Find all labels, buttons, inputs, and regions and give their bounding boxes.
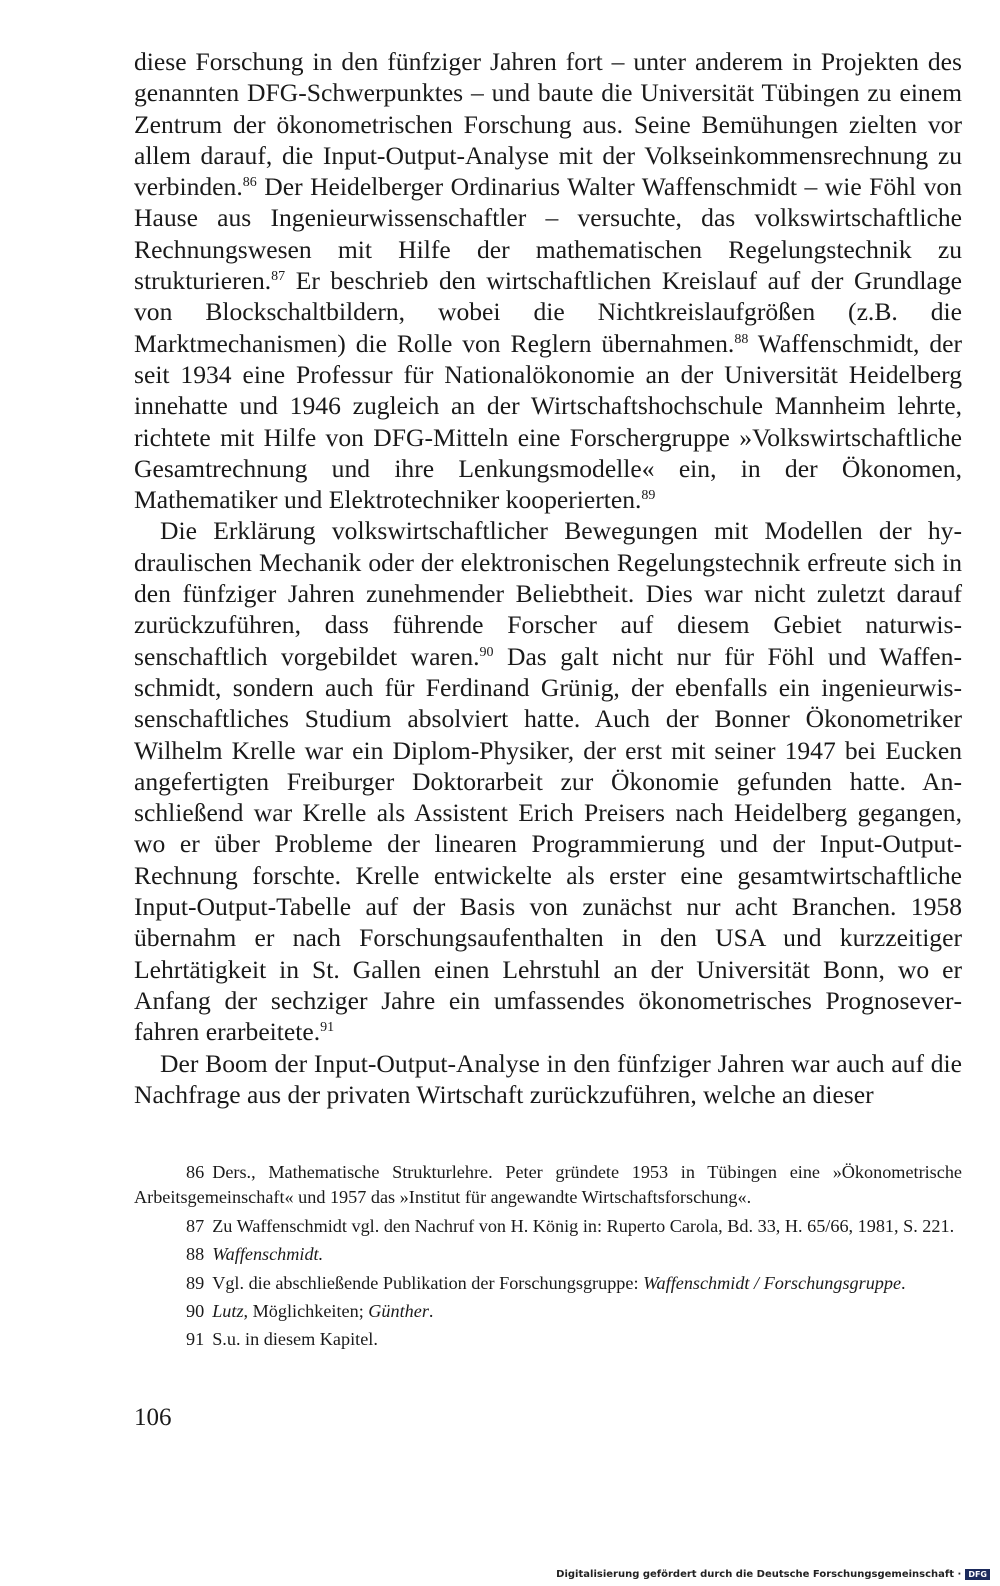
footnote bbox=[134, 1214, 962, 1239]
footnote bbox=[134, 1327, 962, 1352]
italic-text: Lutz bbox=[212, 1301, 244, 1322]
italic-text: Günther bbox=[368, 1301, 429, 1322]
text-run: S.u. in diesem Kapitel. bbox=[212, 1329, 378, 1350]
digitization-footer bbox=[556, 1569, 990, 1580]
body-text bbox=[134, 46, 962, 1110]
text-run: Der Heidelberger Ordinarius Walter Waffenschmidt – wie Föhl von Hause aus Ingenieurwissenschaftler – versuchte, das volkswirtschaftliche Rechnungswesen mit Hilfe der mathematischen Regelungstechnik zu strukturieren. bbox=[134, 172, 962, 296]
text-run: Der Boom der Input-Output-Analyse in den fünfziger Jahren war auch auf die Nachfrage aus der privaten Wirtschaft zurückzuführen, welche an dieser bbox=[134, 1048, 962, 1109]
text-run: Ders., Mathematische Strukturlehre. Peter gründete 1953 in Tübingen eine »Ökonometrische Arbeitsgemeinschaft« und 1957 das »Institut für angewandte Wirtschaftsforschung«. bbox=[134, 1162, 962, 1208]
footnote-ref: 90 bbox=[479, 644, 494, 660]
paragraph bbox=[134, 515, 962, 1047]
footnote-ref: 89 bbox=[641, 488, 656, 504]
footnote-ref: 87 bbox=[271, 269, 286, 285]
text-run: Vgl. die abschließende Publikation der Forschungsgruppe: bbox=[212, 1272, 644, 1293]
footnote-number: 89 bbox=[186, 1272, 205, 1293]
footnote-ref: 86 bbox=[242, 175, 257, 191]
text-run: . bbox=[901, 1272, 906, 1293]
text-run: Er beschrieb den wirtschaftlichen Kreislauf auf der Grundlage von Blockschaltbildern, wobei die Nichtkreislaufgrößen (z.B. die Marktmechanismen) die Rolle von Reglern übernahmen. bbox=[134, 266, 962, 358]
footnote bbox=[134, 1160, 962, 1211]
footnote-ref: 88 bbox=[734, 331, 749, 347]
footnote-number: 91 bbox=[186, 1329, 205, 1350]
footnote-number: 88 bbox=[186, 1244, 205, 1265]
paragraph bbox=[134, 1048, 962, 1111]
page-number: 106 bbox=[134, 1404, 172, 1431]
text-run: Zu Waffenschmidt vgl. den Nachruf von H. König in: Ruperto Carola, Bd. 33, H. 65/66, 1981, S. 221. bbox=[212, 1215, 955, 1236]
italic-text: Waffenschmidt / Forschungsgruppe bbox=[643, 1272, 902, 1293]
footnotes bbox=[134, 1160, 962, 1356]
text-run: Die Erklärung volkswirtschaftlicher Bewegungen mit Modellen der hydraulischen Mechanik oder der elektronischen Regelungstechnik erfreute sich in den fünfziger Jahren zunehmender Beliebtheit. Dies war nicht zuletzt darauf zurückzuführen, dass führende Forscher auf diesem Gebiet naturwissenschaftlich vorgebildet waren. bbox=[134, 516, 962, 671]
footnote bbox=[134, 1299, 962, 1324]
footnote-number: 90 bbox=[186, 1301, 205, 1322]
text-run: diese Forschung in den fünfziger Jahren fort – unter anderem in Projekten des genannten DFG-Schwerpunktes – und baute die Universität Tübingen zu einem Zentrum der ökonometrischen Forschung aus. Seine Bemühungen zielten vor allem darauf, die Input-Output-Analyse mit der Volkseinkommensrechnung zu verbinden. bbox=[134, 47, 962, 202]
text-run: Das galt nicht nur für Föhl und Waffenschmidt, sondern auch für Ferdinand Grünig, der ebenfalls ein ingenieurwissenschaftliches Studium absolviert hatte. Auch der Bonner Ökonometriker Wilhelm Krelle war ein Diplom-Physiker, der erst mit seiner 1947 bei Eucken angefertigten Freiburger Doktorarbeit zur Ökonomie gefunden hatte. Anschließend war Krelle als Assistent Erich Preisers nach Heidelberg gegangen, wo er über Probleme der linearen Programmierung und der Input-Output-Rechnung forschte. Krelle entwickelte als erster eine gesamtwirtschaftliche Input-Output-Tabelle auf der Basis von zunächst nur acht Branchen. 1958 übernahm er nach Forschungsaufenthalten in den USA und kurzzeitiger Lehrtätigkeit in St. Gallen einen Lehrstuhl an der Universität Bonn, wo er Anfang der sechziger Jahre ein umfassendes ökonometrisches Prognoseverfahren erarbeitete. bbox=[134, 641, 962, 1047]
italic-text: Waffenschmidt. bbox=[212, 1244, 324, 1265]
footer-text: Digitalisierung gefördert durch die Deutsche Forschungsgemeinschaft · bbox=[556, 1569, 962, 1580]
footnote-number: 87 bbox=[186, 1215, 205, 1236]
text-run: , Möglichkeiten; bbox=[243, 1301, 369, 1322]
footnote bbox=[134, 1242, 962, 1267]
footnote-number: 86 bbox=[186, 1162, 205, 1182]
text-run: Waffenschmidt, der seit 1934 eine Professur für Nationalökonomie an der Universität Heidelberg innehatte und 1946 zugleich an der Wirtschaftshochschule Mannheim lehrte, richtete mit Hilfe von DFG-Mitteln eine Forschergruppe »Volkswirtschaftliche Gesamtrechnung und ihre Lenkungsmodelle« ein, in der Ökonomen, Mathematiker und Elektrotechniker kooperierten. bbox=[134, 328, 962, 515]
paragraph bbox=[134, 46, 962, 515]
dfg-logo: DFG bbox=[965, 1569, 990, 1580]
footnote bbox=[134, 1271, 962, 1296]
text-run: . bbox=[428, 1301, 434, 1322]
footnote-ref: 91 bbox=[320, 1020, 335, 1036]
